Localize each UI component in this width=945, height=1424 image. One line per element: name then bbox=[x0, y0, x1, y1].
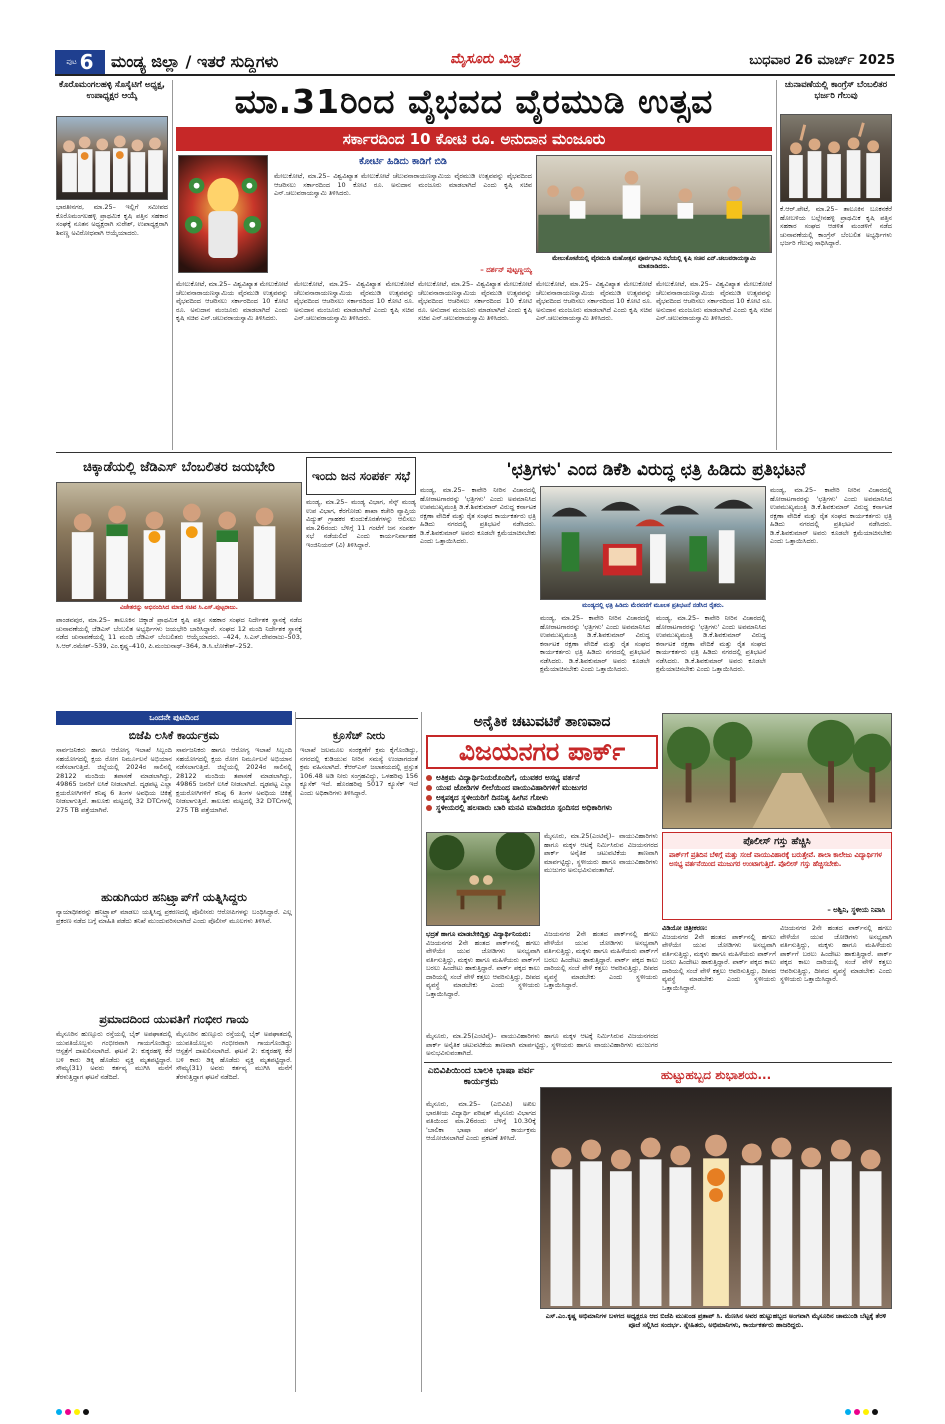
jds-caption: ವಿಜೇತರನ್ನು ಅಭಿನಂದಿಸಿದ ಮಾಜಿ ಸಚಿವ ಸಿ.ಎಸ್.ಪುಟ್ಟರಾಜು. bbox=[120, 604, 238, 611]
reg-dot-black bbox=[83, 1409, 89, 1415]
society-photo bbox=[56, 116, 168, 200]
bullet-icon bbox=[426, 775, 432, 781]
column-rule bbox=[421, 712, 422, 1392]
lead-body-col1: ಮೇಲುಕೋಟೆ, ಮಾ.25– ವಿಶ್ವವಿಖ್ಯಾತ ಮೇಲುಕೋಟೆ ಚೆಲುವನಾರಾಯಣಸ್ವಾಮಿಯ ವೈರಮುಡಿ ಉತ್ಸವವನ್ನು ವೈಭವದಿಂದ ಆಚರಿಸಲು ಸರ್ಕಾರದಿಂದ 10 ಕೋಟಿ ರೂ. ಅನುದಾನ ಮಂಜೂರು ಮಾಡಲಾಗಿದೆ ಎಂದು ಕೃಷಿ ಸಚಿವ ಎನ್.ಚಲುವರಾಯಸ್ವಾಮಿ ತಿಳಿಸಿದರು. bbox=[176, 280, 288, 322]
bullet-icon bbox=[426, 785, 432, 791]
lead-body-col3: ಮೇಲುಕೋಟೆ, ಮಾ.25– ವಿಶ್ವವಿಖ್ಯಾತ ಮೇಲುಕೋಟೆ ಚೆಲುವನಾರಾಯಣಸ್ವಾಮಿಯ ವೈರಮುಡಿ ಉತ್ಸವವನ್ನು ವೈಭವದಿಂದ ಆಚರಿಸಲು ಸರ್ಕಾರದಿಂದ 10 ಕೋಟಿ ರೂ. ಅನುದಾನ ಮಂಜೂರು ಮಾಡಲಾಗಿದೆ ಎಂದು ಕೃಷಿ ಸಚಿವ ಎನ್.ಚಲುವರಾಯಸ್ವಾಮಿ ತಿಳಿಸಿದರು. bbox=[418, 280, 532, 322]
lead-byline: – ದರ್ಶನ್ ಪುಟ್ಟಣ್ಣಯ್ಯ bbox=[480, 266, 532, 274]
protest-caption: ಮಂಡ್ಯದಲ್ಲಿ ಛತ್ರಿ ಹಿಡಿದು ಮೆರವಣಿಗೆ ಮೂಲಕ ಪ್ರತಿಭಟನೆ ನಡೆಸಿದ ರೈತರು. bbox=[582, 602, 724, 609]
honeytrap-headline: ಹುಡುಗಿಯರ ಹನಿಟ್ರ್ಯಾಪ್‌ಗೆ ಯತ್ನಿಸಿದ್ದರು bbox=[101, 890, 247, 904]
lead-body-col4: ಮೇಲುಕೋಟೆ, ಮಾ.25– ವಿಶ್ವವಿಖ್ಯಾತ ಮೇಲುಕೋಟೆ ಚೆಲುವನಾರಾಯಣಸ್ವಾಮಿಯ ವೈರಮುಡಿ ಉತ್ಸವವನ್ನು ವೈಭವದಿಂದ ಆಚರಿಸಲು ಸರ್ಕಾರದಿಂದ 10 ಕೋಟಿ ರೂ. ಅನುದಾನ ಮಂಜೂರು ಮಾಡಲಾಗಿದೆ ಎಂದು ಕೃಷಿ ಸಚಿವ ಎನ್.ಚಲುವರಾಯಸ್ವಾಮಿ ತಿಳಿಸಿದರು. bbox=[536, 280, 652, 322]
bjp-body-col2: ಸಾರ್ವಜನಿಕರು ಹಾಗೂ ಆರೋಗ್ಯ ಇಲಾಖೆ ಸಿಬ್ಬಂದಿ ಸಹಯೋಗದಲ್ಲಿ ಕ್ಷಯ ರೋಗ ನಿರ್ಮೂಲನೆ ಅಭಿಯಾನ ನಡೆಸಲಾಗುತ್ತಿದೆ. ಜಿಲ್ಲೆಯಲ್ಲಿ 2024ರ ಸಾಲಿನಲ್ಲಿ 28122 ಮಂದಿಯ ತಪಾಸಣೆ ಮಾಡಲಾಗಿದ್ದು, 49865 ಜನರಿಗೆ ಲಸಿಕೆ ನೀಡಲಾಗಿದೆ. ದೃಢಪಟ್ಟ ಎಲ್ಲಾ ಕ್ಷಯರೋಗಿಗಳಿಗೆ ಕನಿಷ್ಠ 6 ತಿಂಗಳ ಅವಧಿಯ ಚಿಕಿತ್ಸೆ ನೀಡಲಾಗುತ್ತಿದೆ. ತಾಲೂಕು ಮಟ್ಟದಲ್ಲಿ 32 DTCಗಳಲ್ಲಿ 275 TB ಪತ್ತೆಯಾಗಿವೆ. bbox=[176, 746, 292, 814]
victory-group-illustration bbox=[781, 115, 891, 201]
lead-body-col2: ಮೇಲುಕೋಟೆ, ಮಾ.25– ವಿಶ್ವವಿಖ್ಯಾತ ಮೇಲುಕೋಟೆ ಚೆಲುವನಾರಾಯಣಸ್ವಾಮಿಯ ವೈರಮುಡಿ ಉತ್ಸವವನ್ನು ವೈಭವದಿಂದ ಆಚರಿಸಲು ಸರ್ಕಾರದಿಂದ 10 ಕೋಟಿ ರೂ. ಅನುದಾನ ಮಂಜೂರು ಮಾಡಲಾಗಿದೆ ಎಂದು ಕೃಷಿ ಸಚಿವ ಎನ್.ಚಲುವರಾಯಸ್ವಾಮಿ ತಿಳಿಸಿದರು. bbox=[294, 280, 414, 322]
police-box-attribution: – ಅಶ್ವಿನಿ, ಸ್ಥಳೀಯ ನಿವಾಸಿ bbox=[827, 906, 885, 914]
left-top-caption: ಭಾರತೀನಗರ, ಮಾ.25– ಇಲ್ಲಿಗೆ ಸಮೀಪದ ಕೊರೊಮಂಗಲಹಳ್ಳಿ ಪ್ರಾಥಮಿಕ ಕೃಷಿ ಪತ್ತಿನ ಸಹಕಾರ ಸಂಘಕ್ಕೆ ನೂತನ ಅಧ್ಯಕ್ಷರಾಗಿ ಸುರೇಶ್, ಉಪಾಧ್ಯಕ್ಷರಾಗಿ ಶಿವಣ್ಣ ಅವಿರೋಧವಾಗಿ ಆಯ್ಕೆಯಾದರು. bbox=[56, 203, 168, 237]
issue-date: ಬುಧವಾರ 26 ಮಾರ್ಚ್ 2025 bbox=[749, 53, 895, 68]
abvp-body: ಮೈಸೂರು, ಮಾ.25– (ಎಬಿವಿಪಿ) ಅಖಿಲ ಭಾರತೀಯ ವಿದ್ಯಾರ್ಥಿ ಪರಿಷತ್ ಮೈಸೂರು ವಿಭಾಗದ ವತಿಯಿಂದ ಮಾ.26ರಂದು ಬೆಳಿಗ್ಗೆ 10.30ಕ್ಕೆ 'ಬಾಲಿಕಾ ಭಾಷಾ ಪರ್ವ' ಕಾರ್ಯಕ್ರಮ ಆಯೋಜಿಸಲಾಗಿದೆ ಎಂದು ಪ್ರಕಟಣೆ ತಿಳಿಸಿದೆ. bbox=[426, 1100, 536, 1142]
lead-kicker: ಕೋರ್ಟಿ ಹಿಡಿದು ಕಾಡಿಗೆ ಬಿಡಿ bbox=[359, 156, 447, 167]
lead-intro: ಮೇಲುಕೋಟೆ, ಮಾ.25– ವಿಶ್ವವಿಖ್ಯಾತ ಮೇಲುಕೋಟೆ ಚೆಲುವನಾರಾಯಣಸ್ವಾಮಿಯ ವೈರಮುಡಿ ಉತ್ಸವವನ್ನು ವೈಭವದಿಂದ ಆಚರಿಸಲು ಸರ್ಕಾರದಿಂದ 10 ಕೋಟಿ ರೂ. ಅನುದಾನ ಮಂಜೂರು ಮಾಡಲಾಗಿದೆ ಎಂದು ಕೃಷಿ ಸಚಿವ ಎನ್.ಚಲುವರಾಯಸ್ವಾಮಿ ತಿಳಿಸಿದರು. bbox=[274, 172, 532, 197]
registration-marks-right bbox=[845, 1400, 881, 1419]
jds-headline: ಚಿಕ್ಕಾಡೆಯಲ್ಲಿ ಜೆಡಿಎಸ್ ಬೆಂಬಲಿತರ ಜಯಭೇರಿ bbox=[83, 460, 275, 475]
column-rule bbox=[295, 712, 296, 1392]
reg-dot-black bbox=[872, 1409, 878, 1415]
park-col2: ವಿಜಯನಗರ 2ನೇ ಹಂತದ ಪಾರ್ಕ್‌ನಲ್ಲಿ ಹಗಲು ವೇಳೆಯೇ ಯುವ ಜೋಡಿಗಳು ಅಸಭ್ಯವಾಗಿ ವರ್ತಿಸುತ್ತಿದ್ದು, ಮಕ್ಕಳು ಹಾಗೂ ಮಹಿಳೆಯರು ಪಾರ್ಕ್‌ಗೆ ಬರಲು ಹಿಂದೇಟು ಹಾಕುತ್ತಿದ್ದಾರೆ. ಪಾರ್ಕ್ ಪಕ್ಕದ ಕಾಲು ದಾರಿಯಲ್ಲಿ ಸಂಜೆ ವೇಳೆ ಕತ್ತಲು ಆವರಿಸುತ್ತಿದ್ದು, ದೀಪದ ವ್ಯವಸ್ಥೆ ಮಾಡಬೇಕು ಎಂದು ಸ್ಥಳೀಯರು ಒತ್ತಾಯಿಸಿದ್ದಾರೆ. bbox=[544, 930, 658, 989]
group-people-illustration bbox=[57, 117, 167, 199]
masthead bbox=[55, 48, 895, 76]
page-number: 6 bbox=[79, 50, 94, 74]
umbrella-col2: ಮಂಡ್ಯ, ಮಾ.25– ಕಾವೇರಿ ನೀರಿನ ವಿಚಾರದಲ್ಲಿ ಹೋರಾಟಗಾರರನ್ನು 'ಛತ್ರಿಗಳು' ಎಂದು ಅವಮಾನಿಸಿದ ಉಪಮುಖ್ಯಮಂತ್ರಿ ಡಿ.ಕೆ.ಶಿವಕುಮಾರ್ ವಿರುದ್ಧ ಕರ್ನಾಟಕ ರಕ್ಷಣಾ ವೇದಿಕೆ ಮತ್ತು ರೈತ ಸಂಘದ ಕಾರ್ಯಕರ್ತರು ಛತ್ರಿ ಹಿಡಿದು ನಗರದಲ್ಲಿ ಪ್ರತಿಭಟನೆ ನಡೆಸಿದರು. ಡಿ.ಕೆ.ಶಿವಕುಮಾರ್ ಅವರು ಕೂಡಲೇ ಕ್ಷಮೆಯಾಚಿಸಬೇಕು ಎಂದು ಒತ್ತಾಯಿಸಿದರು. bbox=[540, 614, 650, 673]
park-photo bbox=[662, 713, 892, 829]
right-top-headline: ಚುನಾವಣೆಯಲ್ಲಿ ಕಾಂಗ್ರೆಸ್ ಬೆಂಬಲಿತರ ಭರ್ಜರಿ ಗೆಲುವು bbox=[784, 80, 888, 101]
meeting-illustration bbox=[537, 156, 771, 252]
park-subhead-1: ಭದ್ರತೆ ಹಾಗೂ ಮಾಡಬೇಕಿದ್ದಿತ್ತು ವಿದ್ಯಾರ್ಥಿನಿಯರು: bbox=[426, 930, 531, 938]
lead-subhead: ಸರ್ಕಾರದಿಂದ 10 ಕೋಟಿ ರೂ. ಅನುದಾನ ಮಂಜೂರು bbox=[342, 130, 606, 148]
park-bullet-text: ಅತಿಕ್ರಮ ವಿದ್ಯಾರ್ಥಿನಿಯರೊಂದಿಗೆ, ಯುವಕರ ಅಸಭ್ಯ ವರ್ತನೆ bbox=[436, 773, 580, 782]
park-bench-illustration bbox=[427, 833, 539, 925]
park-bullet-text: ಅಕ್ಕಪಕ್ಕದ ಸ್ಥಳೀಯರಿಗೆ ದಿನನಿತ್ಯ ಹೀಗಿನ ಗೋಳು bbox=[436, 793, 549, 802]
police-box bbox=[662, 832, 892, 920]
umbrella-headline: 'ಛತ್ರಿಗಳು' ಎಂದ ಡಿಕೆಶಿ ವಿರುದ್ಧ ಛತ್ರಿ ಹಿಡಿದು ಪ್ರತಿಭಟನೆ bbox=[506, 460, 806, 480]
umbrella-protest-illustration bbox=[541, 487, 765, 599]
park-trees-illustration bbox=[663, 714, 891, 828]
section-rule bbox=[56, 452, 892, 453]
park-col1-text: ವಿಜಯನಗರ 2ನೇ ಹಂತದ ಪಾರ್ಕ್‌ನಲ್ಲಿ ಹಗಲು ವೇಳೆಯೇ ಯುವ ಜೋಡಿಗಳು ಅಸಭ್ಯವಾಗಿ ವರ್ತಿಸುತ್ತಿದ್ದು, ಮಕ್ಕಳು ಹಾಗೂ ಮಹಿಳೆಯರು ಪಾರ್ಕ್‌ಗೆ ಬರಲು ಹಿಂದೇಟು ಹಾಕುತ್ತಿದ್ದಾರೆ. ಪಾರ್ಕ್ ಪಕ್ಕದ ಕಾಲು ದಾರಿಯಲ್ಲಿ ಸಂಜೆ ವೇಳೆ ಕತ್ತಲು ಆವರಿಸುತ್ತಿದ್ದು, ದೀಪದ ವ್ಯವಸ್ಥೆ ಮಾಡಬೇಕು ಎಂದು ಸ್ಥಳೀಯರು ಒತ್ತಾಯಿಸಿದ್ದಾರೆ. bbox=[426, 938, 540, 998]
accident-body-col2: ಮೈಸೂರಿನ ಹುಣ್ಸೂರು ರಸ್ತೆಯಲ್ಲಿ ಬೈಕ್ ಅಪಘಾತದಲ್ಲಿ ಯುವತಿಯೊಬ್ಬಳು ಗಂಭೀರವಾಗಿ ಗಾಯಗೊಂಡಿದ್ದು ಆಸ್ಪತ್ರೆಗೆ ದಾಖಲಿಸಲಾಗಿದೆ. ಘಟನೆ 2: ಕುಕ್ಕರಹಳ್ಳಿ ಕೆರೆ ಬಳಿ ಕಾರು ಡಿಕ್ಕಿ ಹೊಡೆದು ವ್ಯಕ್ತಿ ಮೃತಪಟ್ಟಿದ್ದಾರೆ. ಸೌಮ್ಯ(31) ಅವರು ಕರ್ತವ್ಯ ಮುಗಿಸಿ ಮನೆಗೆ ತೆರಳುತ್ತಿದ್ದಾಗ ಘಟನೆ ನಡೆದಿದೆ. bbox=[176, 1030, 292, 1081]
honeytrap-body: ನ್ಯಾಯಾಧೀಶರನ್ನು ಹನಿಟ್ರ್ಯಾಪ್ ಮಾಡಲು ಯತ್ನಿಸಿದ್ದ ಪ್ರಕರಣದಲ್ಲಿ ಪೊಲೀಸರು ಆರೋಪಿಗಳನ್ನು ಬಂಧಿಸಿದ್ದಾರೆ. ಎಲ್ಲ ಪ್ರಕರಣ ನಡೆದ ಬಗ್ಗೆ ಮಾಹಿತಿ ಪಡೆದು ತನಿಖೆ ಮುಂದುವರಿಸಲಾಗಿದೆ ಎಂದು ಪೊಲೀಸ್ ಮೂಲಗಳು ತಿಳಿಸಿವೆ. bbox=[56, 908, 292, 925]
meeting-caption: ಮೇಲುಕೋಟೆಯಲ್ಲಿ ವೈರಮುಡಿ ಮಹೋತ್ಸವ ಪೂರ್ವಭಾವಿ ಸಭೆಯಲ್ಲಿ ಕೃಷಿ ಸಚಿವ ಎನ್.ಚಲುವರಾಯಸ್ವಾಮಿ ಮಾತನಾಡಿದರು. bbox=[552, 255, 756, 270]
paper-name: ಮೈಸೂರು ಮಿತ್ರ bbox=[450, 51, 520, 67]
lead-headline: ಮಾ.31ರಿಂದ ವೈಭವದ ವೈರಮುಡಿ ಉತ್ಸವ bbox=[234, 82, 714, 121]
jds-group-illustration bbox=[57, 483, 301, 601]
jana-headline: ಇಂದು ಜನ ಸಂಪರ್ಕ ಸಭೆ bbox=[312, 469, 410, 483]
reg-dot-cyan bbox=[56, 1409, 62, 1415]
police-box-title-band bbox=[663, 833, 891, 849]
park-col5: ಮೈಸೂರು, ಮಾ.25(ಎಂಟಿವೈ)– ವಾಯುವಿಹಾರಿಗಳು ಹಾಗೂ ಮಕ್ಕಳ ಆಟಕ್ಕೆ ನಿರ್ಮಿಸಿರುವ ವಿಜಯನಗರದ ಪಾರ್ಕ್ ಅನೈತಿಕ ಚಟುವಟಿಕೆಯ ತಾಣವಾಗಿ ಮಾರ್ಪಟ್ಟಿದ್ದು, ಸ್ಥಳೀಯರು ಹಾಗೂ ವಾಯುವಿಹಾರಿಗಳು ಮುಜುಗರ ಅನುಭವಿಸುವಂತಾಗಿದೆ. bbox=[426, 1032, 658, 1057]
park-col3-text: ವಿಜಯನಗರ 2ನೇ ಹಂತದ ಪಾರ್ಕ್‌ನಲ್ಲಿ ಹಗಲು ವೇಳೆಯೇ ಯುವ ಜೋಡಿಗಳು ಅಸಭ್ಯವಾಗಿ ವರ್ತಿಸುತ್ತಿದ್ದು, ಮಕ್ಕಳು ಹಾಗೂ ಮಹಿಳೆಯರು ಪಾರ್ಕ್‌ಗೆ ಬರಲು ಹಿಂದೇಟು ಹಾಕುತ್ತಿದ್ದಾರೆ. ಪಾರ್ಕ್ ಪಕ್ಕದ ಕಾಲು ದಾರಿಯಲ್ಲಿ ಸಂಜೆ ವೇಳೆ ಕತ್ತಲು ಆವರಿಸುತ್ತಿದ್ದು, ದೀಪದ ವ್ಯವಸ್ಥೆ ಮಾಡಬೇಕು ಎಂದು ಸ್ಥಳೀಯರು ಒತ್ತಾಯಿಸಿದ್ದಾರೆ. bbox=[662, 932, 776, 992]
jana-body: ಮಂಡ್ಯ, ಮಾ.25– ಮಂಡ್ಯ ವಿಭಾಗ, ಸೆಸ್ಕ್ ಮಂಡ್ಯ ಉಪ ವಿಭಾಗ, ಕೆರಗೋಡು ಶಾಖಾ ಕಚೇರಿ ವ್ಯಾಪ್ತಿಯ ವಿದ್ಯುತ್ ಗ್ರಾಹಕರ ಕುಂದುಕೊರತೆಗಳನ್ನು ಆಲಿಸಲು ಮಾ.26ರಂದು ಬೆಳಿಗ್ಗೆ 11 ಗಂಟೆಗೆ ಜನ ಸಂಪರ್ಕ ಸಭೆ ನಡೆಯಲಿದೆ ಎಂದು ಕಾರ್ಯನಿರ್ವಾಹಕ ಇಂಜಿನಿಯರ್ (ವಿ) ತಿಳಿಸಿದ್ದಾರೆ. bbox=[306, 498, 416, 549]
police-box-title: ಪೊಲೀಸ್ ಗಸ್ತು ಹೆಚ್ಚಿಸಿ bbox=[743, 835, 811, 847]
meeting-photo bbox=[536, 155, 772, 253]
bjp-body-col1: ಸಾರ್ವಜನಿಕರು ಹಾಗೂ ಆರೋಗ್ಯ ಇಲಾಖೆ ಸಿಬ್ಬಂದಿ ಸಹಯೋಗದಲ್ಲಿ ಕ್ಷಯ ರೋಗ ನಿರ್ಮೂಲನೆ ಅಭಿಯಾನ ನಡೆಸಲಾಗುತ್ತಿದೆ. ಜಿಲ್ಲೆಯಲ್ಲಿ 2024ರ ಸಾಲಿನಲ್ಲಿ 28122 ಮಂದಿಯ ತಪಾಸಣೆ ಮಾಡಲಾಗಿದ್ದು, 49865 ಜನರಿಗೆ ಲಸಿಕೆ ನೀಡಲಾಗಿದೆ. ದೃಢಪಟ್ಟ ಎಲ್ಲಾ ಕ್ಷಯರೋಗಿಗಳಿಗೆ ಕನಿಷ್ಠ 6 ತಿಂಗಳ ಅವಧಿಯ ಚಿಕಿತ್ಸೆ ನೀಡಲಾಗುತ್ತಿದೆ. ತಾಲೂಕು ಮಟ್ಟದಲ್ಲಿ 32 DTCಗಳಲ್ಲಿ 275 TB ಪತ್ತೆಯಾಗಿವೆ. bbox=[56, 746, 172, 814]
park-bullet bbox=[426, 773, 658, 783]
park-bullet-text: ಯುವ ಜೋಡಿಗಳ ಲೀಲೆಯಿಂದ ವಾಯುವಿಹಾರಿಗಳಿಗೆ ಮುಜುಗರ bbox=[436, 783, 588, 792]
registration-marks-left bbox=[56, 1400, 92, 1419]
park-bullet bbox=[426, 793, 658, 803]
reg-dot-cyan bbox=[845, 1409, 851, 1415]
deity-illustration bbox=[179, 156, 267, 272]
krusech-body: ಇಲಾಖೆ ಜಲಮೂಲ ಸಂರಕ್ಷಣೆಗೆ ಕ್ರಮ ಕೈಗೊಂಡಿದ್ದು, ನಗರದಲ್ಲಿ ಕುಡಿಯುವ ನೀರಿನ ಸಮಸ್ಯೆ ಉಂಟಾಗದಂತೆ ಕ್ರಮ ವಹಿಸಲಾಗಿದೆ. ಕೆಆರ್‌ಎಸ್ ಜಲಾಶಯದಲ್ಲಿ ಪ್ರಸ್ತುತ 106.48 ಅಡಿ ನೀರು ಸಂಗ್ರಹವಿದ್ದು, ಒಳಹರಿವು 156 ಕ್ಯೂಸೆಕ್ ಇದೆ. ಹೊರಹರಿವು 5017 ಕ್ಯೂಸೆಕ್ ಇದೆ ಎಂದು ಅಧಿಕಾರಿಗಳು ತಿಳಿಸಿದ್ದಾರೆ. bbox=[300, 746, 418, 797]
continued-label: ಒಂದನೇ ಪುಟದಿಂದ bbox=[149, 713, 199, 722]
park-bullets bbox=[426, 773, 658, 829]
park-col4: ವಿಜಯನಗರ 2ನೇ ಹಂತದ ಪಾರ್ಕ್‌ನಲ್ಲಿ ಹಗಲು ವೇಳೆಯೇ ಯುವ ಜೋಡಿಗಳು ಅಸಭ್ಯವಾಗಿ ವರ್ತಿಸುತ್ತಿದ್ದು, ಮಕ್ಕಳು ಹಾಗೂ ಮಹಿಳೆಯರು ಪಾರ್ಕ್‌ಗೆ ಬರಲು ಹಿಂದೇಟು ಹಾಕುತ್ತಿದ್ದಾರೆ. ಪಾರ್ಕ್ ಪಕ್ಕದ ಕಾಲು ದಾರಿಯಲ್ಲಿ ಸಂಜೆ ವೇಳೆ ಕತ್ತಲು ಆವರಿಸುತ್ತಿದ್ದು, ದೀಪದ ವ್ಯವಸ್ಥೆ ಮಾಡಬೇಕು ಎಂದು ಸ್ಥಳೀಯರು ಒತ್ತಾಯಿಸಿದ್ದಾರೆ. bbox=[780, 924, 892, 983]
park-bench-photo bbox=[426, 832, 540, 926]
bjp-headline: ಬಿಜೆಪಿ ಲಸಿಕೆ ಕಾರ್ಯಕ್ರಮ bbox=[128, 729, 220, 742]
reg-dot-magenta bbox=[65, 1409, 71, 1415]
bullet-icon bbox=[426, 805, 432, 811]
birthday-headline: ಹುಟ್ಟುಹಬ್ಬದ ಶುಭಾಶಯ... bbox=[660, 1068, 772, 1082]
umbrella-col4: ಮಂಡ್ಯ, ಮಾ.25– ಕಾವೇರಿ ನೀರಿನ ವಿಚಾರದಲ್ಲಿ ಹೋರಾಟಗಾರರನ್ನು 'ಛತ್ರಿಗಳು' ಎಂದು ಅವಮಾನಿಸಿದ ಉಪಮುಖ್ಯಮಂತ್ರಿ ಡಿ.ಕೆ.ಶಿವಕುಮಾರ್ ವಿರುದ್ಧ ಕರ್ನಾಟಕ ರಕ್ಷಣಾ ವೇದಿಕೆ ಮತ್ತು ರೈತ ಸಂಘದ ಕಾರ್ಯಕರ್ತರು ಛತ್ರಿ ಹಿಡಿದು ನಗರದಲ್ಲಿ ಪ್ರತಿಭಟನೆ ನಡೆಸಿದರು. ಡಿ.ಕೆ.ಶಿವಕುಮಾರ್ ಅವರು ಕೂಡಲೇ ಕ್ಷಮೆಯಾಚಿಸಬೇಕು ಎಂದು ಒತ್ತಾಯಿಸಿದರು. bbox=[770, 486, 892, 545]
lead-body-col5: ಮೇಲುಕೋಟೆ, ಮಾ.25– ವಿಶ್ವವಿಖ್ಯಾತ ಮೇಲುಕೋಟೆ ಚೆಲುವನಾರಾಯಣಸ್ವಾಮಿಯ ವೈರಮುಡಿ ಉತ್ಸವವನ್ನು ವೈಭವದಿಂದ ಆಚರಿಸಲು ಸರ್ಕಾರದಿಂದ 10 ಕೋಟಿ ರೂ. ಅನುದಾನ ಮಂಜೂರು ಮಾಡಲಾಗಿದೆ ಎಂದು ಕೃಷಿ ಸಚಿವ ಎನ್.ಚಲುವರಾಯಸ್ವಾಮಿ ತಿಳಿಸಿದರು. bbox=[656, 280, 772, 322]
birthday-caption: ಎಸ್.ಎಂ.ಕೃಷ್ಣ ಅಭಿಮಾನಿಗಳ ಬಳಗದ ಅಧ್ಯಕ್ಷರೂ ಆದ ಬಿಜೆಪಿ ಮುಖಂಡ ಪ್ರತಾಪ್ ಸಿ. ಮೆಣಸಿನ ಅವರ ಹುಟ್ಟುಹಬ್ಬದ ಅಂಗವಾಗಿ ಮೈಸೂರಿನ ಚಾಮುಂಡಿ ಬೆಟ್ಟಕ್ಕೆ ತೆರಳಿ ಪೂಜೆ ಸಲ್ಲಿಸಿದ ಸಂದರ್ಭ. ಸ್ನೇಹಿತರು, ಅಭಿಮಾನಿಗಳು, ಕಾರ್ಯಕರ್ತರು ಹಾಜರಿದ್ದರು. bbox=[545, 1312, 887, 1329]
lead-subhead-band bbox=[176, 127, 772, 151]
park-bullet bbox=[426, 803, 658, 813]
page-word: ಪುಟ bbox=[66, 57, 77, 66]
right-top-caption: ಕೆ.ಆರ್.ಪೇಟೆ, ಮಾ.25– ತಾಲೂಕಿನ ಬೂಕನಕೆರೆ ಹೋಬಳಿಯ ಬಲ್ಲೇನಹಳ್ಳಿ ಪ್ರಾಥಮಿಕ ಕೃಷಿ ಪತ್ತಿನ ಸಹಕಾರ ಸಂಘದ ಆಡಳಿತ ಮಂಡಳಿಗೆ ನಡೆದ ಚುನಾವಣೆಯಲ್ಲಿ ಕಾಂಗ್ರೆಸ್ ಬೆಂಬಲಿತ ಅಭ್ಯರ್ಥಿಗಳು ಭರ್ಜರಿ ಗೆಲುವು ಸಾಧಿಸಿದ್ದಾರೆ. bbox=[780, 205, 892, 247]
bullet-icon bbox=[426, 795, 432, 801]
column-rule bbox=[172, 80, 173, 450]
park-headline: ವಿಜಯನಗರ ಪಾರ್ಕ್ bbox=[458, 737, 626, 766]
left-top-headline: ಕೊರೊಮಂಗಲಹಳ್ಳಿ ಸೊಸೈಟಿಗೆ ಅಧ್ಯಕ್ಷ, ಉಪಾಧ್ಯಕ್ಷರ ಆಯ್ಕೆ bbox=[59, 80, 165, 101]
congress-photo bbox=[780, 114, 892, 202]
reg-dot-yellow bbox=[74, 1409, 80, 1415]
park-col1 bbox=[426, 930, 540, 1030]
section-rule bbox=[424, 1062, 892, 1063]
section-title: ಮಂಡ್ಯ ಜಿಲ್ಲಾ / ಇತರೆ ಸುದ್ದಿಗಳು bbox=[111, 52, 279, 71]
park-intro: ಮೈಸೂರು, ಮಾ.25(ಎಂಟಿವೈ)– ವಾಯುವಿಹಾರಿಗಳು ಹಾಗೂ ಮಕ್ಕಳ ಆಟಕ್ಕೆ ನಿರ್ಮಿಸಿರುವ ವಿಜಯನಗರದ ಪಾರ್ಕ್ ಅನೈತಿಕ ಚಟುವಟಿಕೆಯ ತಾಣವಾಗಿ ಮಾರ್ಪಟ್ಟಿದ್ದು, ಸ್ಥಳೀಯರು ಹಾಗೂ ವಾಯುವಿಹಾರಿಗಳು ಮುಜುಗರ ಅನುಭವಿಸುವಂತಾಗಿದೆ. bbox=[544, 832, 658, 874]
reg-dot-yellow bbox=[863, 1409, 869, 1415]
park-subhead-2: ವಿಡಿಯೋ ಚಿತ್ರೀಕರಣ: bbox=[662, 924, 708, 932]
birthday-photo bbox=[540, 1087, 892, 1309]
reg-dot-magenta bbox=[854, 1409, 860, 1415]
accident-body-col1: ಮೈಸೂರಿನ ಹುಣ್ಸೂರು ರಸ್ತೆಯಲ್ಲಿ ಬೈಕ್ ಅಪಘಾತದಲ್ಲಿ ಯುವತಿಯೊಬ್ಬಳು ಗಂಭೀರವಾಗಿ ಗಾಯಗೊಂಡಿದ್ದು ಆಸ್ಪತ್ರೆಗೆ ದಾಖಲಿಸಲಾಗಿದೆ. ಘಟನೆ 2: ಕುಕ್ಕರಹಳ್ಳಿ ಕೆರೆ ಬಳಿ ಕಾರು ಡಿಕ್ಕಿ ಹೊಡೆದು ವ್ಯಕ್ತಿ ಮೃತಪಟ್ಟಿದ್ದಾರೆ. ಸೌಮ್ಯ(31) ಅವರು ಕರ್ತವ್ಯ ಮುಗಿಸಿ ಮನೆಗೆ ತೆರಳುತ್ತಿದ್ದಾಗ ಘಟನೆ ನಡೆದಿದೆ. bbox=[56, 1030, 172, 1081]
police-box-quote: ಪಾರ್ಕ್‌ಗೆ ಪ್ರತಿದಿನ ಬೆಳಿಗ್ಗೆ ಮತ್ತು ಸಂಜೆ ವಾಯುವಿಹಾರಕ್ಕೆ ಬರುತ್ತೇವೆ. ಶಾಲಾ ಕಾಲೇಜು ವಿದ್ಯಾರ್ಥಿಗಳ ಅಸಭ್ಯ ವರ್ತನೆಯಿಂದ ಮುಜುಗರ ಉಂಟಾಗುತ್ತಿದೆ. ಪೊಲೀಸ್ ಗಸ್ತು ಹೆಚ್ಚಿಸಬೇಕು. bbox=[669, 851, 882, 868]
park-col3 bbox=[662, 924, 776, 1058]
park-headline-box bbox=[426, 735, 658, 769]
jds-photo bbox=[56, 482, 302, 602]
birthday-group-illustration bbox=[541, 1088, 891, 1308]
jana-headline-box bbox=[306, 457, 416, 495]
continued-band bbox=[56, 711, 292, 725]
umbrella-intro: ಮಂಡ್ಯ, ಮಾ.25– ಕಾವೇರಿ ನೀರಿನ ವಿಚಾರದಲ್ಲಿ ಹೋರಾಟಗಾರರನ್ನು 'ಛತ್ರಿಗಳು' ಎಂದು ಅವಮಾನಿಸಿದ ಉಪಮುಖ್ಯಮಂತ್ರಿ ಡಿ.ಕೆ.ಶಿವಕುಮಾರ್ ವಿರುದ್ಧ ಕರ್ನಾಟಕ ರಕ್ಷಣಾ ವೇದಿಕೆ ಮತ್ತು ರೈತ ಸಂಘದ ಕಾರ್ಯಕರ್ತರು ಛತ್ರಿ ಹಿಡಿದು ನಗರದಲ್ಲಿ ಪ್ರತಿಭಟನೆ ನಡೆಸಿದರು. ಡಿ.ಕೆ.ಶಿವಕುಮಾರ್ ಅವರು ಕೂಡಲೇ ಕ್ಷಮೆಯಾಚಿಸಬೇಕು ಎಂದು ಒತ್ತಾಯಿಸಿದರು. bbox=[420, 486, 536, 545]
page-number-box bbox=[55, 50, 105, 74]
jds-body: ಪಾಂಡವಪುರ, ಮಾ.25– ತಾಲೂಕಿನ ಚಿಕ್ಕಾಡೆ ಪ್ರಾಥಮಿಕ ಕೃಷಿ ಪತ್ತಿನ ಸಹಕಾರ ಸಂಘದ ನಿರ್ದೇಶಕ ಸ್ಥಾನಕ್ಕೆ ನಡೆದ ಚುನಾವಣೆಯಲ್ಲಿ ಜೆಡಿಎಸ್ ಬೆಂಬಲಿತ ಅಭ್ಯರ್ಥಿಗಳು ಜಯಭೇರಿ ಬಾರಿಸಿದ್ದಾರೆ. ಸಂಘದ 12 ಮಂದಿ ನಿರ್ದೇಶಕ ಸ್ಥಾನಕ್ಕೆ ನಡೆದ ಚುನಾವಣೆಯಲ್ಲಿ 11 ಮಂದಿ ಜೆಡಿಎಸ್ ಬೆಂಬಲಿತರು ಆಯ್ಕೆಯಾದರು. –424, ಸಿ.ಎಸ್.ದೇವರಾಜು–503, ಸಿ.ಆರ್.ರಮೇಶ್–539, ಎಂ.ಕೃಷ್ಣ–410, ಪಿ.ಮಂಜುನಾಥ್–364, ಡಿ.ಸಿ.ಲೋಕೇಶ್–252. bbox=[56, 616, 302, 650]
abvp-headline: ಎಬಿವಿಪಿಯಿಂದ ಬಾಲಕಿ ಭಾಷಾ ಪರ್ವ ಕಾರ್ಯಕ್ರಮ bbox=[427, 1066, 535, 1087]
protest-photo bbox=[540, 486, 766, 600]
deity-photo bbox=[178, 155, 268, 273]
krusech-headline: ಕ್ರೂಸೆಚ್ ನೀರು bbox=[332, 729, 386, 742]
column-rule bbox=[776, 80, 777, 450]
park-bullet-text: ಸ್ಥಳೀಯರಲ್ಲಿ ಹಲವಾರು ಬಾರಿ ಮನವಿ ಮಾಡಿದರೂ ಸ್ಪಂದಿಸದ ಅಧಿಕಾರಿಗಳು bbox=[436, 803, 613, 812]
section-rule bbox=[296, 718, 418, 719]
umbrella-col3: ಮಂಡ್ಯ, ಮಾ.25– ಕಾವೇರಿ ನೀರಿನ ವಿಚಾರದಲ್ಲಿ ಹೋರಾಟಗಾರರನ್ನು 'ಛತ್ರಿಗಳು' ಎಂದು ಅವಮಾನಿಸಿದ ಉಪಮುಖ್ಯಮಂತ್ರಿ ಡಿ.ಕೆ.ಶಿವಕುಮಾರ್ ವಿರುದ್ಧ ಕರ್ನಾಟಕ ರಕ್ಷಣಾ ವೇದಿಕೆ ಮತ್ತು ರೈತ ಸಂಘದ ಕಾರ್ಯಕರ್ತರು ಛತ್ರಿ ಹಿಡಿದು ನಗರದಲ್ಲಿ ಪ್ರತಿಭಟನೆ ನಡೆಸಿದರು. ಡಿ.ಕೆ.ಶಿವಕುಮಾರ್ ಅವರು ಕೂಡಲೇ ಕ್ಷಮೆಯಾಚಿಸಬೇಕು ಎಂದು ಒತ್ತಾಯಿಸಿದರು. bbox=[656, 614, 766, 673]
accident-headline: ಪ್ರಮಾದದಿಂದ ಯುವತಿಗೆ ಗಂಭೀರ ಗಾಯ bbox=[99, 1012, 249, 1026]
park-kicker: ಅನೈತಿಕ ಚಟುವಟಿಕೆ ತಾಣವಾದ bbox=[473, 714, 611, 730]
park-bullet bbox=[426, 783, 658, 793]
